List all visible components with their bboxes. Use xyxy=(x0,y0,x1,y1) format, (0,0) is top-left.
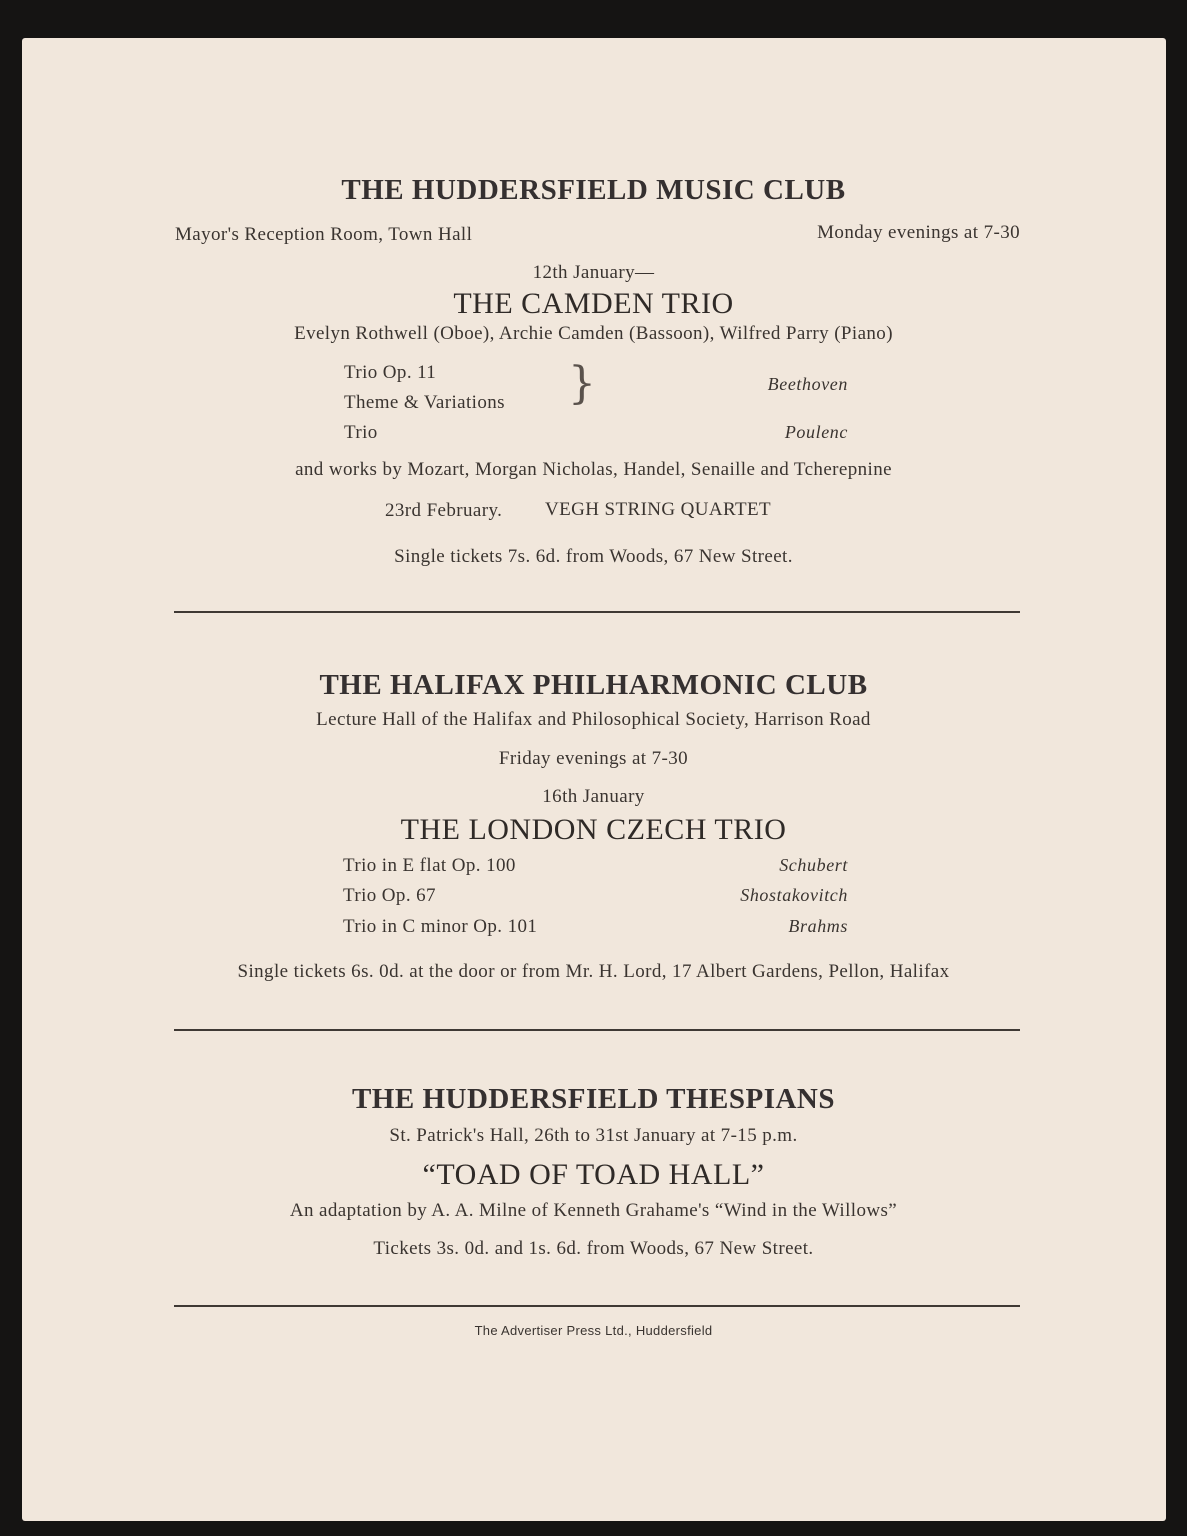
philharmonic-club-time: Friday evenings at 7-30 xyxy=(498,748,689,769)
music-club-tickets: Single tickets 7s. 6d. from Woods, 67 New Street. xyxy=(394,546,793,567)
program-work: Trio in C minor Op. 101 xyxy=(343,916,538,937)
thespians-title: THE HUDDERSFIELD THESPIANS xyxy=(351,1083,836,1115)
philharmonic-club-date: 16th January xyxy=(542,786,645,807)
program-work: Trio Op. 11 xyxy=(344,362,437,383)
program-composer: Shostakovitch xyxy=(740,885,848,905)
paper-sheet xyxy=(22,38,1166,1521)
section-divider xyxy=(174,611,1020,613)
program-work: Trio xyxy=(344,422,378,443)
thespians-play-title: “TOAD OF TOAD HALL” xyxy=(422,1158,765,1191)
section-divider xyxy=(174,1305,1020,1307)
next-concert-date: 23rd February. xyxy=(385,500,503,521)
printer-credit: The Advertiser Press Ltd., Huddersfield xyxy=(474,1323,713,1338)
philharmonic-club-title: THE HALIFAX PHILHARMONIC CLUB xyxy=(319,669,868,701)
program-work: Theme & Variations xyxy=(344,392,505,413)
philharmonic-club-tickets: Single tickets 6s. 0d. at the door or from Mr. H. Lord, 17 Albert Gardens, Pellon, Halifax xyxy=(237,961,950,982)
program-composer: Schubert xyxy=(779,855,848,875)
music-club-title: THE HUDDERSFIELD MUSIC CLUB xyxy=(341,174,846,206)
music-club-other-works: and works by Mozart, Morgan Nicholas, Handel, Senaille and Tcherepnine xyxy=(295,459,892,480)
music-club-performers: Evelyn Rothwell (Oboe), Archie Camden (Bassoon), Wilfred Parry (Piano) xyxy=(294,323,893,344)
music-club-date: 12th January— xyxy=(532,262,655,283)
thespians-venue-dates: St. Patrick's Hall, 26th to 31st January at 7-15 p.m. xyxy=(389,1125,798,1146)
thespians-adaptation: An adaptation by A. A. Milne of Kenneth Grahame's “Wind in the Willows” xyxy=(289,1200,898,1221)
next-concert-ensemble: VEGH STRING QUARTET xyxy=(545,499,771,520)
program-composer: Beethoven xyxy=(767,374,848,394)
program-work: Trio in E flat Op. 100 xyxy=(343,855,516,876)
program-composer: Poulenc xyxy=(784,422,848,442)
music-club-ensemble: THE CAMDEN TRIO xyxy=(453,287,734,320)
music-club-time: Monday evenings at 7-30 xyxy=(817,222,1020,243)
thespians-tickets: Tickets 3s. 0d. and 1s. 6d. from Woods, 67 New Street. xyxy=(373,1238,814,1259)
program-composer: Brahms xyxy=(788,916,848,936)
philharmonic-club-ensemble: THE LONDON CZECH TRIO xyxy=(400,813,787,846)
section-divider xyxy=(174,1029,1020,1031)
philharmonic-club-venue: Lecture Hall of the Halifax and Philosophical Society, Harrison Road xyxy=(316,709,871,730)
brace-symbol: } xyxy=(568,358,596,409)
program-work: Trio Op. 67 xyxy=(343,885,436,906)
music-club-venue: Mayor's Reception Room, Town Hall xyxy=(175,224,473,245)
